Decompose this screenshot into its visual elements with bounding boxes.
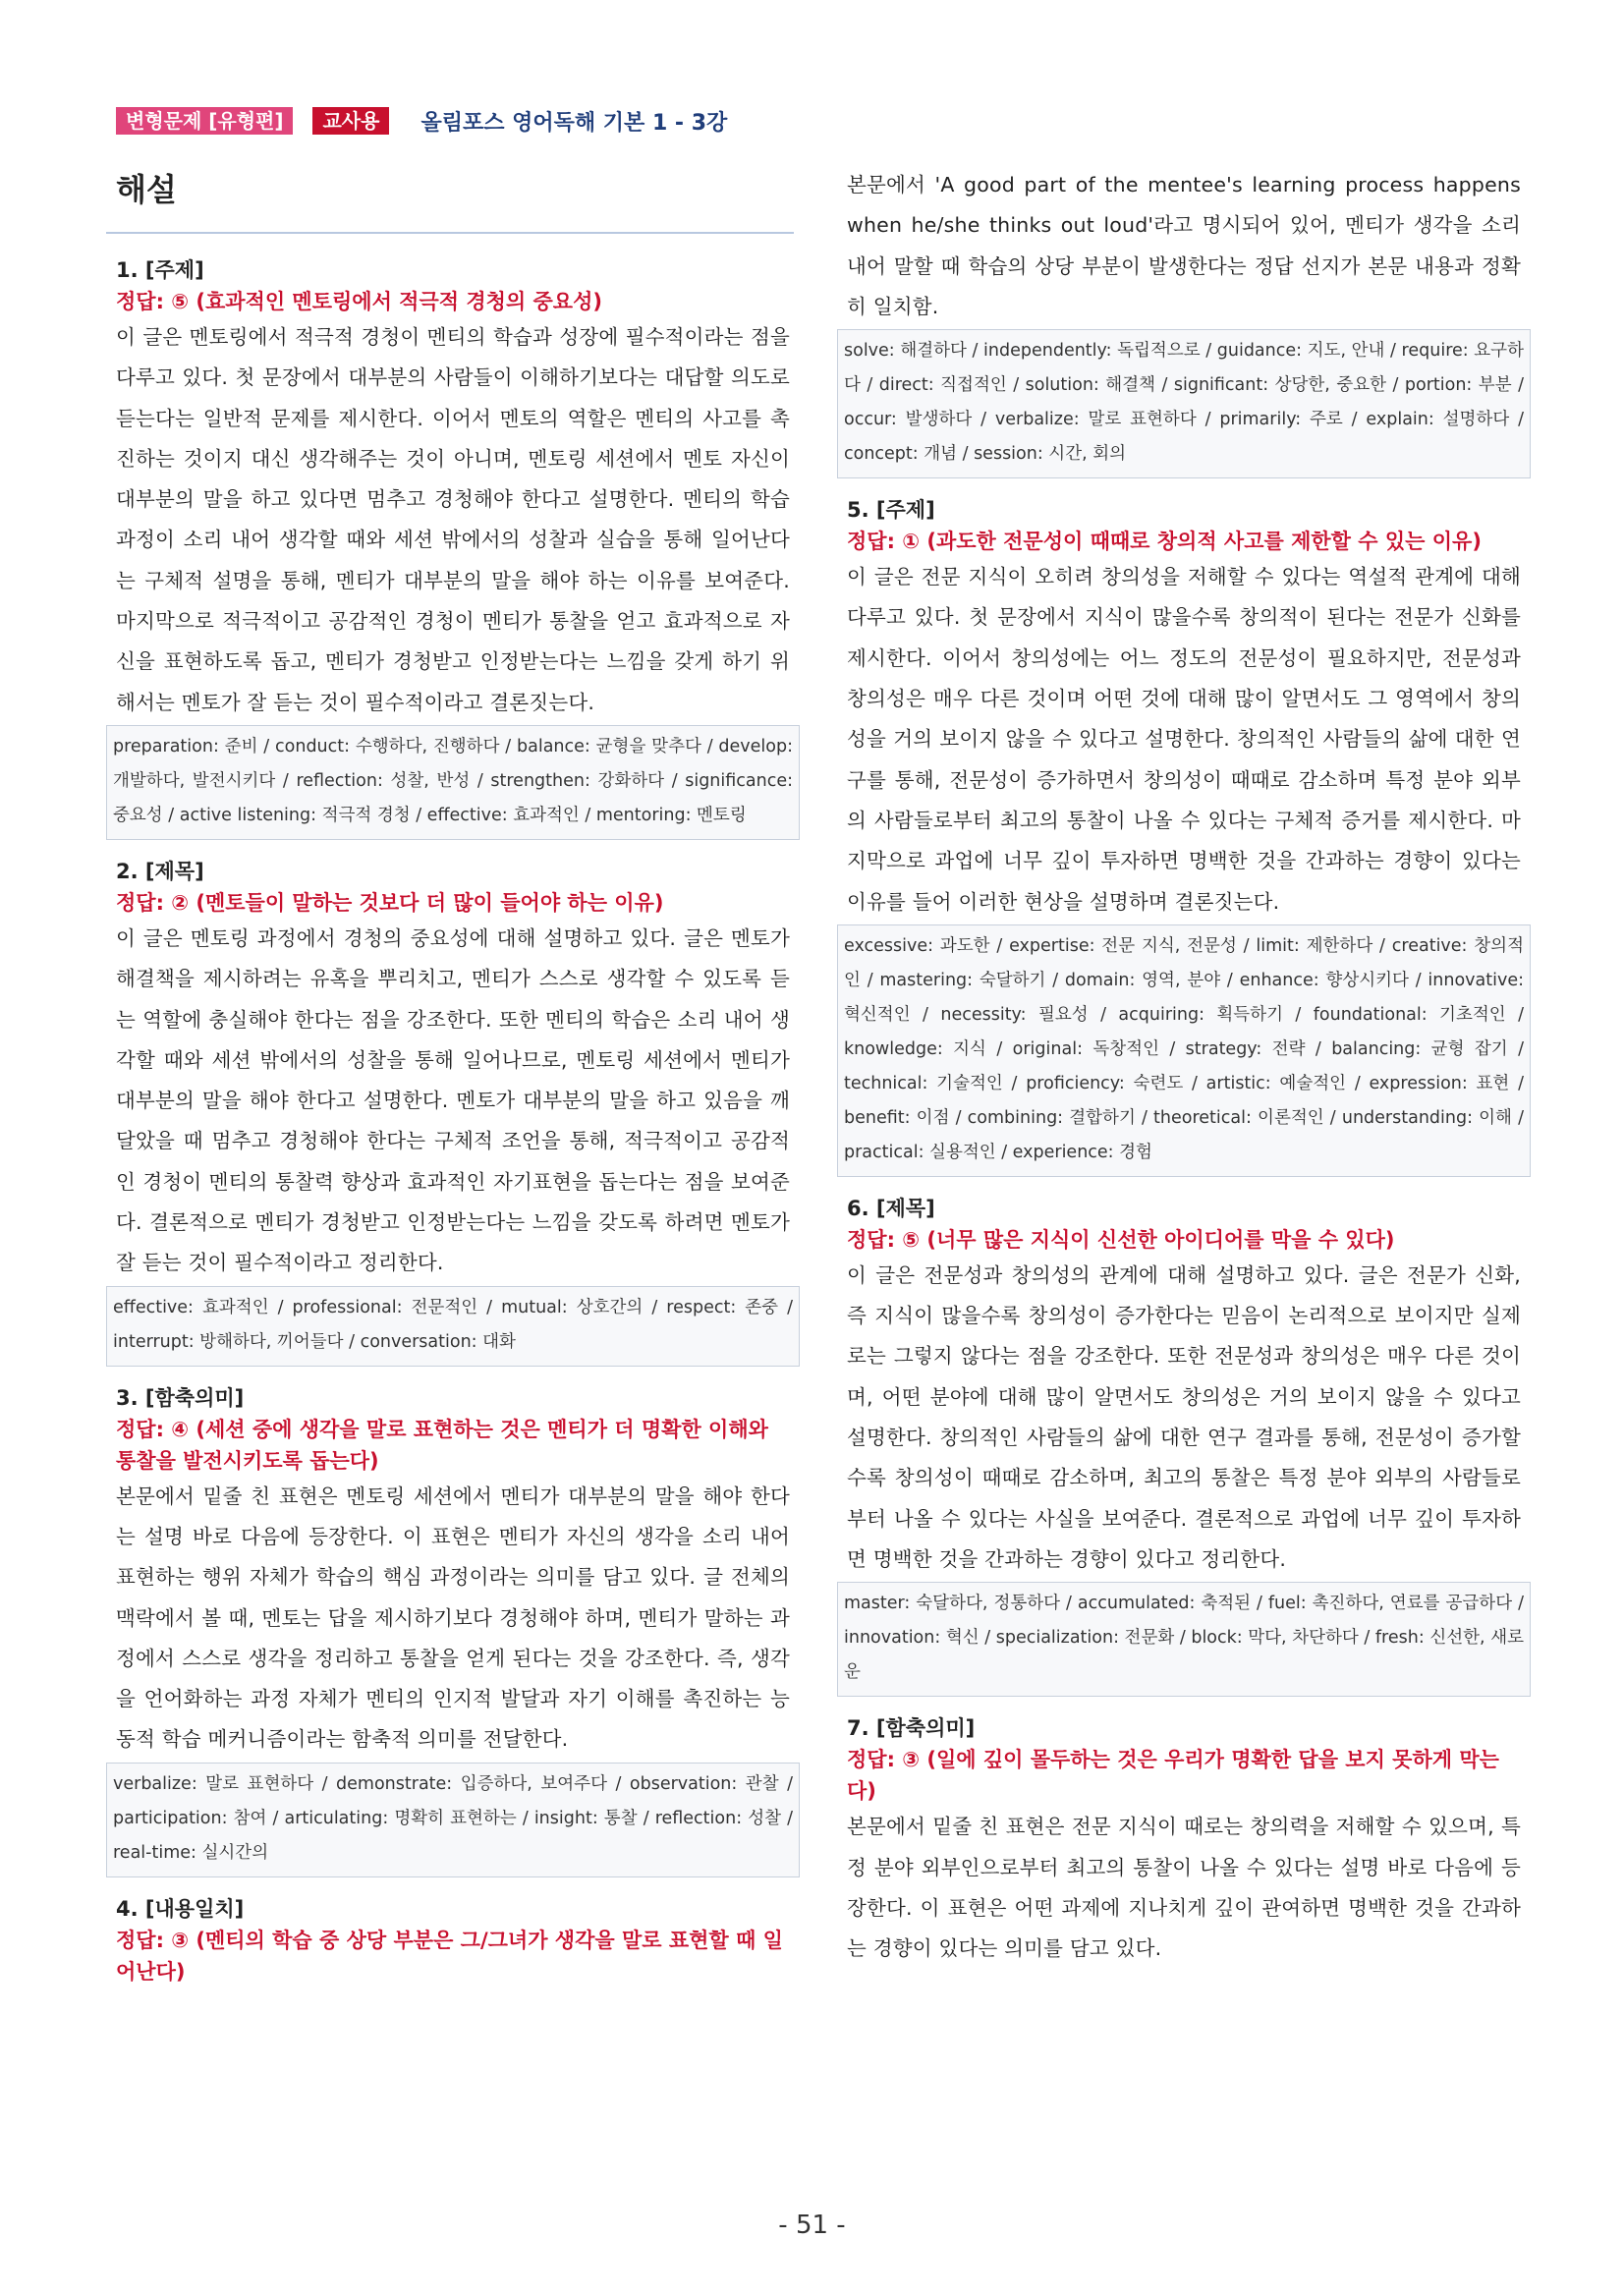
explanation-text: 본문에서 'A good part of the mentee's learning process happens when he/she thinks out loud'라고 명시되어 있어, 멘티가 생각을 소리 내어 말할 때 학습의 상당 부분이 발생한다는 정답 선지가 본문 내용과 정확히 일치함. [847, 173, 1521, 318]
question-heading: 6. [제목] [847, 1196, 935, 1220]
vocabulary-box: effective: 효과적인 / professional: 전문적인 / mutual: 상호간의 / respect: 존중 / interrupt: 방해하다, 끼어들다 / conversation: 대화 [106, 1286, 800, 1367]
explanation-text: 이 글은 멘토링에서 적극적 경청이 멘티의 학습과 성장에 필수적이라는 점을 다루고 있다. 첫 문장에서 대부분의 사람들이 이해하기보다는 대답할 의도로 듣는다는 일반적 문제를 제시한다. 이어서 멘토의 역할은 멘티의 사고를 촉진하는 것이지 대신 생각해주는 것이 아니며, 멘토링 세션에서 멘토 자신이 대부분의 말을 하고 있다면 멈추고 경청해야 한다고 설명한다. 멘티의 학습 과정이 소리 내어 생각할 때와 세션 밖에서의 성찰과 실습을 통해 일어난다는 구체적 설명을 통해, 멘티가 대부분의 말을 해야 하는 이유를 보여준다. 마지막으로 적극적이고 공감적인 경청이 멘티가 통찰을 얻고 효과적으로 자신을 표현하도록 돕고, 멘티가 경청받고 인정받는다는 느낌을 갖게 하기 위해서는 멘토가 잘 듣는 것이 필수적이라고 결론짓는다. [116, 325, 790, 714]
right-column [844, 165, 1524, 1985]
explanation-text: 본문에서 밑줄 친 표현은 멘토링 세션에서 멘티가 대부분의 말을 해야 한다는 설명 바로 다음에 등장한다. 이 표현은 멘티가 자신의 생각을 소리 내어 표현하는 행위 자체가 학습의 핵심 과정이라는 의미를 담고 있다. 글 전체의 맥락에서 볼 때, 멘토는 답을 제시하기보다 경청해야 하며, 멘티가 말하는 과정에서 스스로 생각을 정리하고 통찰을 얻게 된다는 것을 강조한다. 즉, 생각을 언어화하는 과정 자체가 멘티의 인지적 발달과 자기 이해를 촉진하는 능동적 학습 메커니즘이라는 함축적 의미를 전달한다. [116, 1484, 790, 1752]
variant-tag: 변형문제 [유형편] [116, 107, 293, 135]
answer-line: 정답: ③ (일에 깊이 몰두하는 것은 우리가 명확한 답을 보지 못하게 막는다) [847, 1748, 1499, 1804]
question-6 [844, 1193, 1524, 1697]
question-4-continued [844, 165, 1524, 478]
question-1 [113, 254, 793, 840]
vocabulary-box: preparation: 준비 / conduct: 수행하다, 진행하다 / balance: 균형을 맞추다 / develop: 개발하다, 발전시키다 / reflection: 성찰, 반성 / strengthen: 강화하다 / significance: 중요성 / active listening: 적극적 경청 / effective: 효과적인 / mentoring: 멘토링 [106, 725, 800, 840]
explanation-text: 이 글은 전문 지식이 오히려 창의성을 저해할 수 있다는 역설적 관계에 대해 다루고 있다. 첫 문장에서 지식이 많을수록 창의적이 된다는 전문가 신화를 제시한다. 이어서 창의성에는 어느 정도의 전문성이 필요하지만, 전문성과 창의성은 매우 다른 것이며 어떤 것에 대해 많이 알면서도 그 영역에서 창의성을 거의 보이지 않을 수 있다고 설명한다. 창의적인 사람들의 삶에 대한 연구를 통해, 전문성이 증가하면서 창의성이 때때로 감소하며 특정 분야 외부의 사람들로부터 최고의 통찰이 나올 수 있다는 구체적 증거를 제시한다. 마지막으로 과업에 너무 깊이 투자하면 명백한 것을 간과하는 경향이 있다는 이유를 들어 이러한 현상을 설명하며 결론짓는다. [847, 565, 1521, 914]
book-title: 올림포스 영어독해 기본 1 - 3강 [420, 110, 728, 136]
vocabulary-box: excessive: 과도한 / expertise: 전문 지식, 전문성 / limit: 제한하다 / creative: 창의적인 / mastering: 숙달하기 / domain: 영역, 분야 / enhance: 향상시키다 / innovative: 혁신적인 / necessity: 필요성 / acquiring: 획득하기 / foundational: 기초적인 / knowledge: 지식 / original: 독창적인 / strategy: 전략 / balancing: 균형 잡기 / technical: 기술적인 / proficiency: 숙련도 / artistic: 예술적인 / expression: 표현 / benefit: 이점 / combining: 결합하기 / theoretical: 이론적인 / understanding: 이해 / practical: 실용적인 / experience: 경험 [837, 924, 1531, 1177]
vocabulary-box: master: 숙달하다, 정통하다 / accumulated: 축적된 / fuel: 촉진하다, 연료를 공급하다 / innovation: 혁신 / specialization: 전문화 / block: 막다, 차단하다 / fresh: 신선한, 새로운 [837, 1582, 1531, 1697]
question-heading: 7. [함축의미] [847, 1716, 976, 1741]
question-heading: 3. [함축의미] [116, 1385, 245, 1410]
question-3 [113, 1382, 793, 1877]
explanation-text: 본문에서 밑줄 친 표현은 전문 지식이 때로는 창의력을 저해할 수 있으며, 특정 분야 외부인으로부터 최고의 통찰이 나올 수 있다는 설명 바로 다음에 등장한다. 이 표현은 어떤 과제에 지나치게 깊이 관여하면 명백한 것을 간과하는 경향이 있다는 의미를 담고 있다. [847, 1815, 1521, 1961]
question-5 [844, 494, 1524, 1177]
question-7 [847, 1712, 1521, 1969]
question-heading: 1. [주제] [116, 258, 204, 282]
header-bar [116, 106, 727, 136]
section-title: 해설 [116, 171, 177, 208]
question-heading: 4. [내용일치] [116, 1896, 245, 1921]
question-heading: 5. [주제] [847, 498, 935, 523]
vocabulary-box: solve: 해결하다 / independently: 독립적으로 / guidance: 지도, 안내 / require: 요구하다 / direct: 직접적인 / solution: 해결책 / significant: 상당한, 중요한 / portion: 부분 / occur: 발생하다 / verbalize: 말로 표현하다 / primarily: 주로 / explain: 설명하다 / concept: 개념 / session: 시간, 회의 [837, 329, 1531, 478]
explanation-text: 이 글은 전문성과 창의성의 관계에 대해 설명하고 있다. 글은 전문가 신화, 즉 지식이 많을수록 창의성이 증가한다는 믿음이 논리적으로 보이지만 실제로는 그렇지 않다는 점을 강조한다. 또한 전문성과 창의성은 매우 다른 것이며, 어떤 분야에 대해 많이 알면서도 창의성은 거의 보이지 않을 수 있다고 설명한다. 창의적인 사람들의 삶에 대한 연구 결과를 통해, 전문성이 증가할수록 창의성이 때때로 감소하며, 최고의 통찰은 특정 분야 외부의 사람들로부터 나올 수 있다는 사실을 보여준다. 결론적으로 과업에 너무 깊이 투자하면 명백한 것을 간과하는 경향이 있다고 정리한다. [847, 1262, 1521, 1571]
answer-line: 정답: ① (과도한 전문성이 때때로 창의적 사고를 제한할 수 있는 이유) [847, 530, 1482, 554]
page-number: - 51 - [778, 2211, 846, 2240]
vocabulary-box: verbalize: 말로 표현하다 / demonstrate: 입증하다, 보여주다 / observation: 관찰 / participation: 참여 / articulating: 명확히 표현하는 / insight: 통찰 / reflection: 성찰 / real-time: 실시간의 [106, 1763, 800, 1877]
answer-line: 정답: ⑤ (효과적인 멘토링에서 적극적 경청의 중요성) [116, 290, 602, 313]
question-2 [113, 856, 793, 1367]
explanation-text: 이 글은 멘토링 과정에서 경청의 중요성에 대해 설명하고 있다. 글은 멘토가 해결책을 제시하려는 유혹을 뿌리치고, 멘티가 스스로 생각할 수 있도록 듣는 역할에 충실해야 한다는 점을 강조한다. 또한 멘티의 학습은 소리 내어 생각할 때와 세션 밖에서의 성찰을 통해 일어나므로, 멘토링 세션에서 멘티가 대부분의 말을 해야 한다고 설명한다. 멘토가 대부분의 말을 하고 있음을 깨달았을 때 멈추고 경청해야 한다는 구체적 조언을 통해, 적극적이고 공감적인 경청이 멘티의 통찰력 향상과 효과적인 자기표현을 돕는다는 점을 보여준다. 결론적으로 멘티가 경청받고 인정받는다는 느낌을 갖도록 하려면 멘토가 잘 듣는 것이 필수적이라고 정리한다. [116, 925, 790, 1275]
answer-line: 정답: ⑤ (너무 많은 지식이 신선한 아이디어를 막을 수 있다) [847, 1227, 1395, 1252]
question-heading: 2. [제목] [116, 859, 204, 883]
title-divider [106, 232, 794, 234]
answer-line: 정답: ③ (멘티의 학습 중 상당 부분은 그/그녀가 생각을 말로 표현할 때 일어난다) [116, 1928, 783, 1984]
question-4 [116, 1893, 790, 1988]
answer-line: 정답: ② (멘토들이 말하는 것보다 더 많이 들어야 하는 이유) [116, 890, 664, 915]
teacher-tag: 교사용 [312, 107, 389, 135]
answer-line: 정답: ④ (세션 중에 생각을 말로 표현하는 것은 멘티가 더 명확한 이해와 통찰을 발전시키도록 돕는다) [116, 1417, 768, 1473]
left-column [113, 251, 793, 2003]
